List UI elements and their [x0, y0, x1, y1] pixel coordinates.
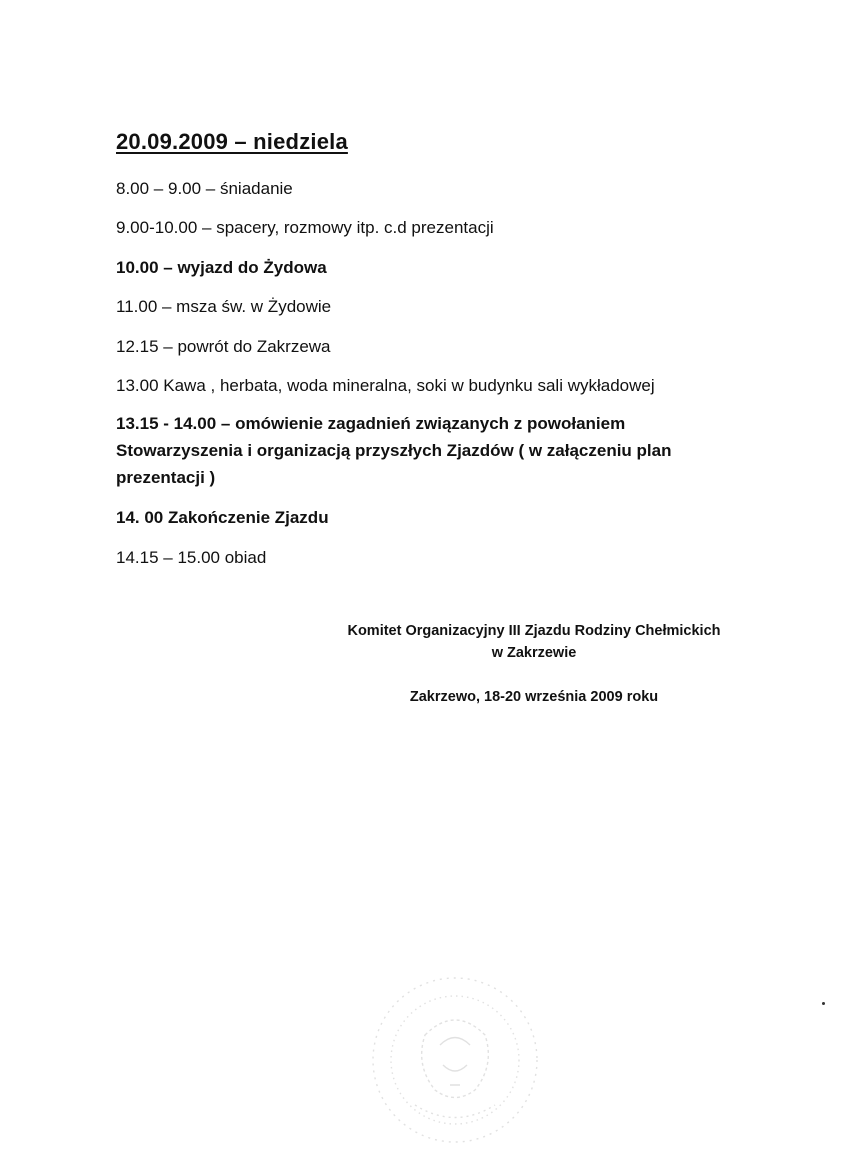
schedule-item: 13.15 - 14.00 – omówienie zagadnień związanych z powołaniem Stowarzyszenia i organizacją przyszłych Zjazdów ( w załączeniu plan prezentacji ) [116, 414, 672, 487]
organizer-place: w Zakrzewie [491, 645, 577, 661]
schedule-item: 10.00 – wyjazd do Żydowa [116, 258, 327, 277]
schedule-item: 8.00 – 9.00 – śniadanie [116, 179, 293, 198]
schedule-item: 14.15 – 15.00 obiad [116, 548, 267, 567]
schedule-item: 13.00 Kawa , herbata, woda mineralna, soki w budynku sali wykładowej [116, 376, 655, 395]
day-heading: 20.09.2009 – niedziela [116, 129, 348, 154]
schedule-item: 9.00-10.00 – spacery, rozmowy itp. c.d prezentacji [116, 218, 494, 237]
schedule-item: 14. 00 Zakończenie Zjazdu [116, 508, 329, 527]
scan-speck [822, 1002, 825, 1005]
embossed-seal-icon [355, 965, 555, 1145]
place-date: Zakrzewo, 18-20 września 2009 roku [409, 689, 659, 705]
schedule-item: 11.00 – msza św. w Żydowie [116, 297, 332, 316]
schedule-item: 12.15 – powrót do Zakrzewa [116, 337, 331, 356]
organizer-line: Komitet Organizacyjny III Zjazdu Rodziny Chełmickich [347, 623, 721, 639]
